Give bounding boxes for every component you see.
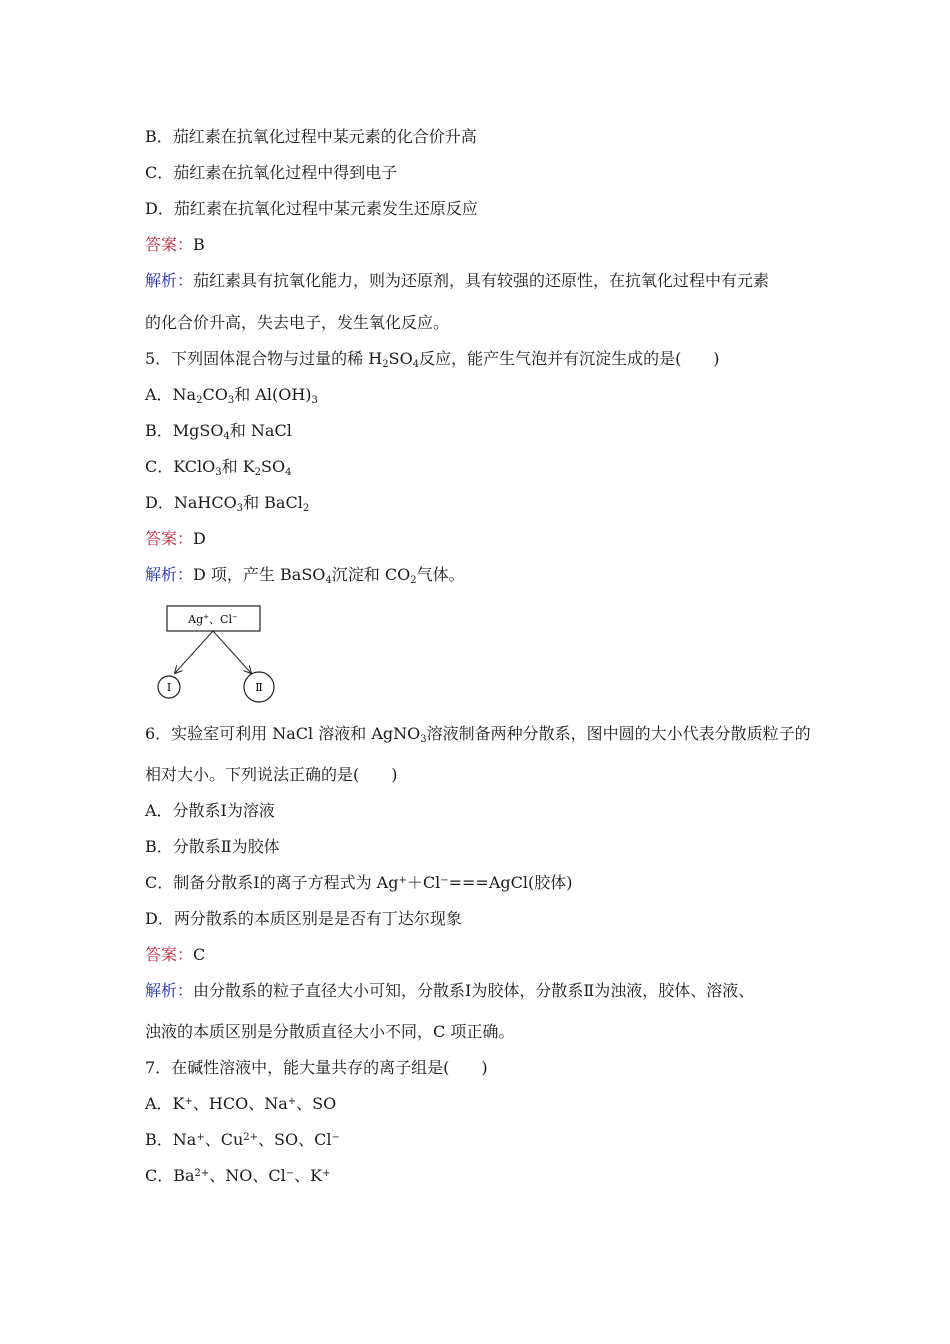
q4-option-d: D．茄红素在抗氧化过程中某元素发生还原反应	[145, 199, 478, 218]
q6-analysis-line1	[145, 981, 754, 1001]
text-run: 、K	[294, 1166, 323, 1185]
q6-option-d: D．两分散系的本质区别是是否有丁达尔现象	[145, 909, 462, 928]
q6-stem-line2: 相对大小。下列说法正确的是( )	[145, 765, 398, 784]
text-run: CO	[202, 385, 228, 404]
text-run: 气体。	[416, 565, 465, 584]
text-run: 沉淀和 CO	[331, 565, 411, 584]
analysis-text: 茄红素具有抗氧化能力，则为还原剂，具有较强的还原性，在抗氧化过程中有元素	[193, 271, 770, 290]
text-run: 反应，能产生气泡并有沉淀生成的是( )	[419, 349, 720, 368]
subscript: 2	[410, 575, 417, 586]
analysis-label: 解析：	[145, 271, 194, 290]
text-run: 6．实验室可利用 NaCl 溶液和 AgNO	[145, 724, 421, 743]
text-run: 、Cu	[204, 1130, 244, 1149]
answer-value: C	[193, 945, 206, 964]
q4-analysis-line1	[145, 271, 769, 291]
q4-option-c: C．茄红素在抗氧化过程中得到电子	[145, 163, 398, 182]
superscript: −	[285, 1168, 295, 1179]
q5-option-a	[145, 385, 318, 405]
q5-stem	[145, 349, 720, 369]
analysis-text: 由分散系的粒子直径大小可知，分散系Ⅰ为胶体，分散系Ⅱ为浊液，胶体、溶液、	[193, 981, 755, 1000]
text-run: 和 K	[221, 457, 255, 476]
text-run: C．制备分散系Ⅰ的离子方程式为 Ag	[145, 873, 399, 892]
superscript: 2+	[194, 1168, 210, 1179]
superscript: +	[322, 1168, 331, 1179]
text-run: Ag	[188, 613, 204, 626]
q7-option-a	[145, 1094, 336, 1114]
subscript: 2	[382, 359, 389, 370]
text-run: A．Na	[145, 385, 197, 404]
subscript: 2	[196, 395, 203, 406]
text-run: D 项，产生 BaSO	[193, 565, 326, 584]
superscript: +	[196, 1132, 205, 1143]
text-run: 和 BaCl	[243, 493, 303, 512]
subscript: 3	[215, 467, 222, 478]
text-run: B．MgSO	[145, 421, 224, 440]
subscript: 4	[412, 359, 420, 370]
q5-option-b	[145, 421, 292, 441]
text-run: 和 NaCl	[229, 421, 292, 440]
subscript: 2	[302, 503, 310, 514]
q6-option-a: A．分散系Ⅰ为溶液	[145, 801, 275, 820]
subscript: 3	[236, 503, 244, 514]
text-run: 和 Al(OH)	[234, 385, 312, 404]
text-run: 5．下列固体混合物与过量的稀 H	[145, 349, 383, 368]
arrow-left	[175, 631, 213, 673]
answer-value: D	[193, 529, 206, 548]
arrow-right	[213, 631, 251, 673]
circle-large-label: Ⅱ	[255, 681, 263, 694]
q5-option-d	[145, 493, 309, 513]
superscript: 2+	[243, 1132, 259, 1143]
analysis-label: 解析：	[145, 565, 194, 584]
q5-analysis	[145, 565, 465, 585]
q4-analysis-line2: 的化合价升高，失去电子，发生氧化反应。	[145, 313, 450, 332]
text-run: B．Na	[145, 1130, 197, 1149]
superscript: −	[440, 875, 449, 886]
q5-answer	[145, 529, 206, 549]
superscript: −	[331, 1132, 340, 1143]
superscript: +	[203, 613, 210, 621]
superscript: +	[287, 1096, 297, 1107]
q7-option-b	[145, 1130, 340, 1150]
subscript: 3	[311, 395, 318, 406]
text-run: 溶液制备两种分散系，图中圆的大小代表分散质粒子的	[426, 724, 811, 743]
q6-option-b: B．分散系Ⅱ为胶体	[145, 837, 280, 856]
q4-option-b: B．茄红素在抗氧化过程中某元素的化合价升高	[145, 127, 477, 146]
subscript: 3	[420, 734, 427, 745]
answer-label: 答案：	[145, 529, 194, 548]
ion-box-label	[187, 613, 238, 626]
subscript: 4	[223, 431, 230, 442]
answer-label: 答案：	[145, 945, 194, 964]
text-run: C．KClO	[145, 457, 216, 476]
text-run: 、Cl	[209, 613, 232, 626]
text-run: ＋Cl	[406, 873, 441, 892]
text-run: SO	[388, 349, 413, 368]
subscript: 4	[285, 467, 292, 478]
answer-label: 答案：	[145, 235, 194, 254]
dispersion-diagram	[145, 603, 285, 705]
text-run: 、HCO、Na	[192, 1094, 288, 1113]
text-run: SO	[261, 457, 286, 476]
subscript: 3	[227, 395, 235, 406]
q4-answer	[145, 235, 205, 255]
superscript: +	[184, 1096, 193, 1107]
text-run: C．Ba	[145, 1166, 195, 1185]
text-run: 、NO、Cl	[209, 1166, 286, 1185]
superscript: +	[398, 875, 407, 886]
answer-value: B	[193, 235, 205, 254]
subscript: 4	[325, 575, 332, 586]
q6-answer	[145, 945, 205, 965]
superscript: −	[231, 613, 238, 621]
text-run: ===AgCl(胶体)	[448, 873, 573, 892]
subscript: 2	[254, 467, 262, 478]
q5-option-c	[145, 457, 292, 477]
q6-option-c	[145, 873, 572, 893]
text-run: 、SO、Cl	[258, 1130, 332, 1149]
text-run: D．NaHCO	[145, 493, 237, 512]
q7-stem: 7．在碱性溶液中，能大量共存的离子组是( )	[145, 1058, 488, 1077]
q7-option-c	[145, 1166, 331, 1186]
q6-stem-line1	[145, 724, 811, 744]
circle-small-label: Ⅰ	[166, 681, 172, 694]
text-run: 、SO	[296, 1094, 337, 1113]
q6-analysis-line2: 浊液的本质区别是分散质直径大小不同，C 项正确。	[145, 1022, 515, 1041]
analysis-label: 解析：	[145, 981, 194, 1000]
text-run: A．K	[145, 1094, 185, 1113]
